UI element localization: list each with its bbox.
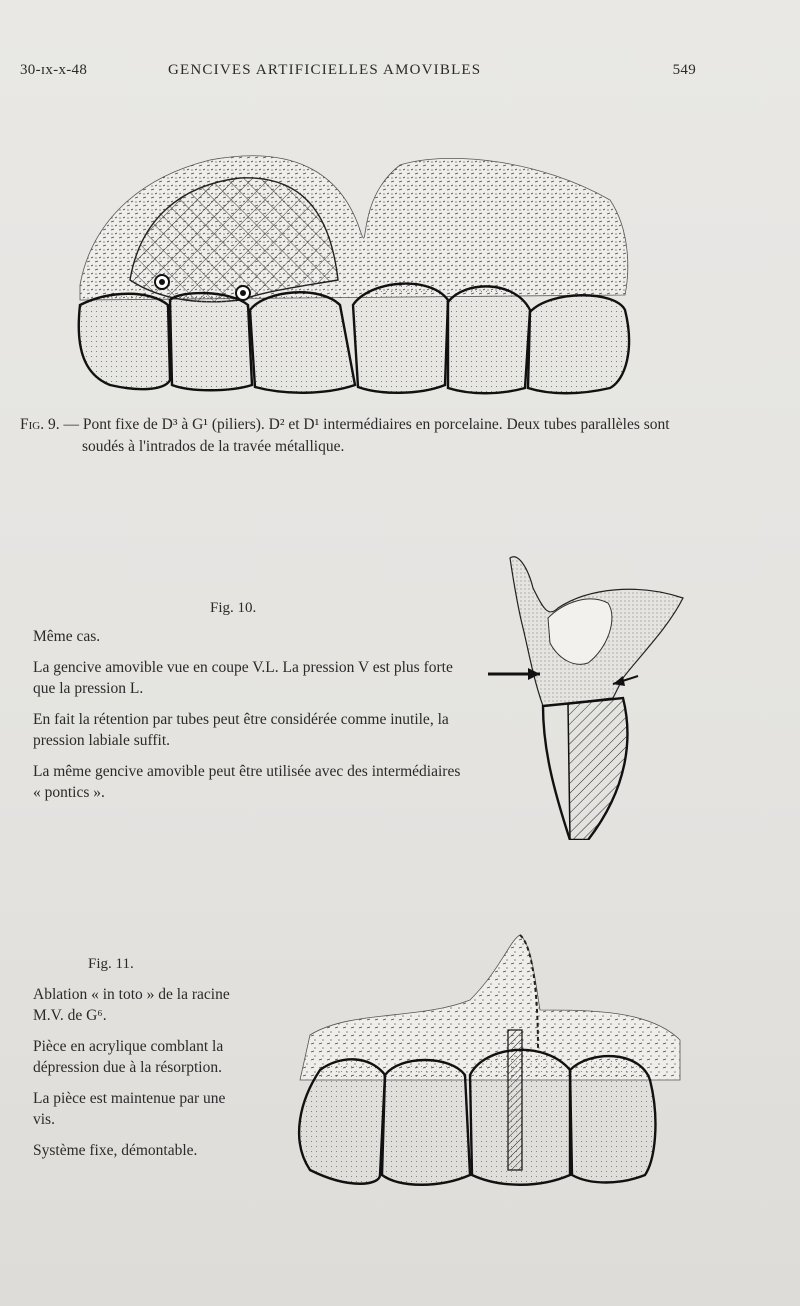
figure-10-paragraph: La gencive amovible vue en coupe V.L. La pression V est plus forte que la pression L.	[33, 659, 453, 697]
figure-11-paragraph: Pièce en acrylique comblant la dépression due à la résorption.	[33, 1038, 224, 1076]
running-header	[20, 62, 696, 84]
figure-10-description	[33, 626, 463, 813]
figure-9-illustration	[70, 140, 640, 400]
figure-10-illustration	[488, 548, 688, 840]
figure-11-illustration	[270, 930, 690, 1190]
figure-11-label: Fig. 11.	[88, 956, 134, 972]
figure-10-label: Fig. 10.	[210, 600, 257, 616]
header-date: 30-ɪx-x-48	[20, 62, 88, 78]
figure-11-paragraph: Système fixe, démontable.	[33, 1142, 198, 1159]
figure-9-caption-text: — Pont fixe de D³ à G¹ (piliers). D² et D¹ intermédiaires en porcelaine. Deux tubes parallèles sont soudés à l'intrados de la travée métallique.	[63, 416, 670, 455]
figure-9-caption	[20, 414, 710, 458]
page-number: 549	[672, 62, 696, 78]
figure-10-paragraph: En fait la rétention par tubes peut être considérée comme inutile, la pression labiale suffit.	[33, 711, 449, 749]
figure-11-description	[33, 984, 233, 1171]
figure-10-paragraph: La même gencive amovible peut être utilisée avec des intermédiaires « pontics ».	[33, 763, 461, 801]
figure-9-label: Fig. 9.	[20, 416, 60, 433]
figure-11-paragraph: Ablation « in toto » de la racine M.V. de G⁶.	[33, 986, 230, 1024]
header-title: GENCIVES ARTIFICIELLES AMOVIBLES	[168, 62, 482, 78]
figure-10-paragraph: Même cas.	[33, 628, 101, 645]
figure-11-paragraph: La pièce est maintenue par une vis.	[33, 1090, 226, 1128]
